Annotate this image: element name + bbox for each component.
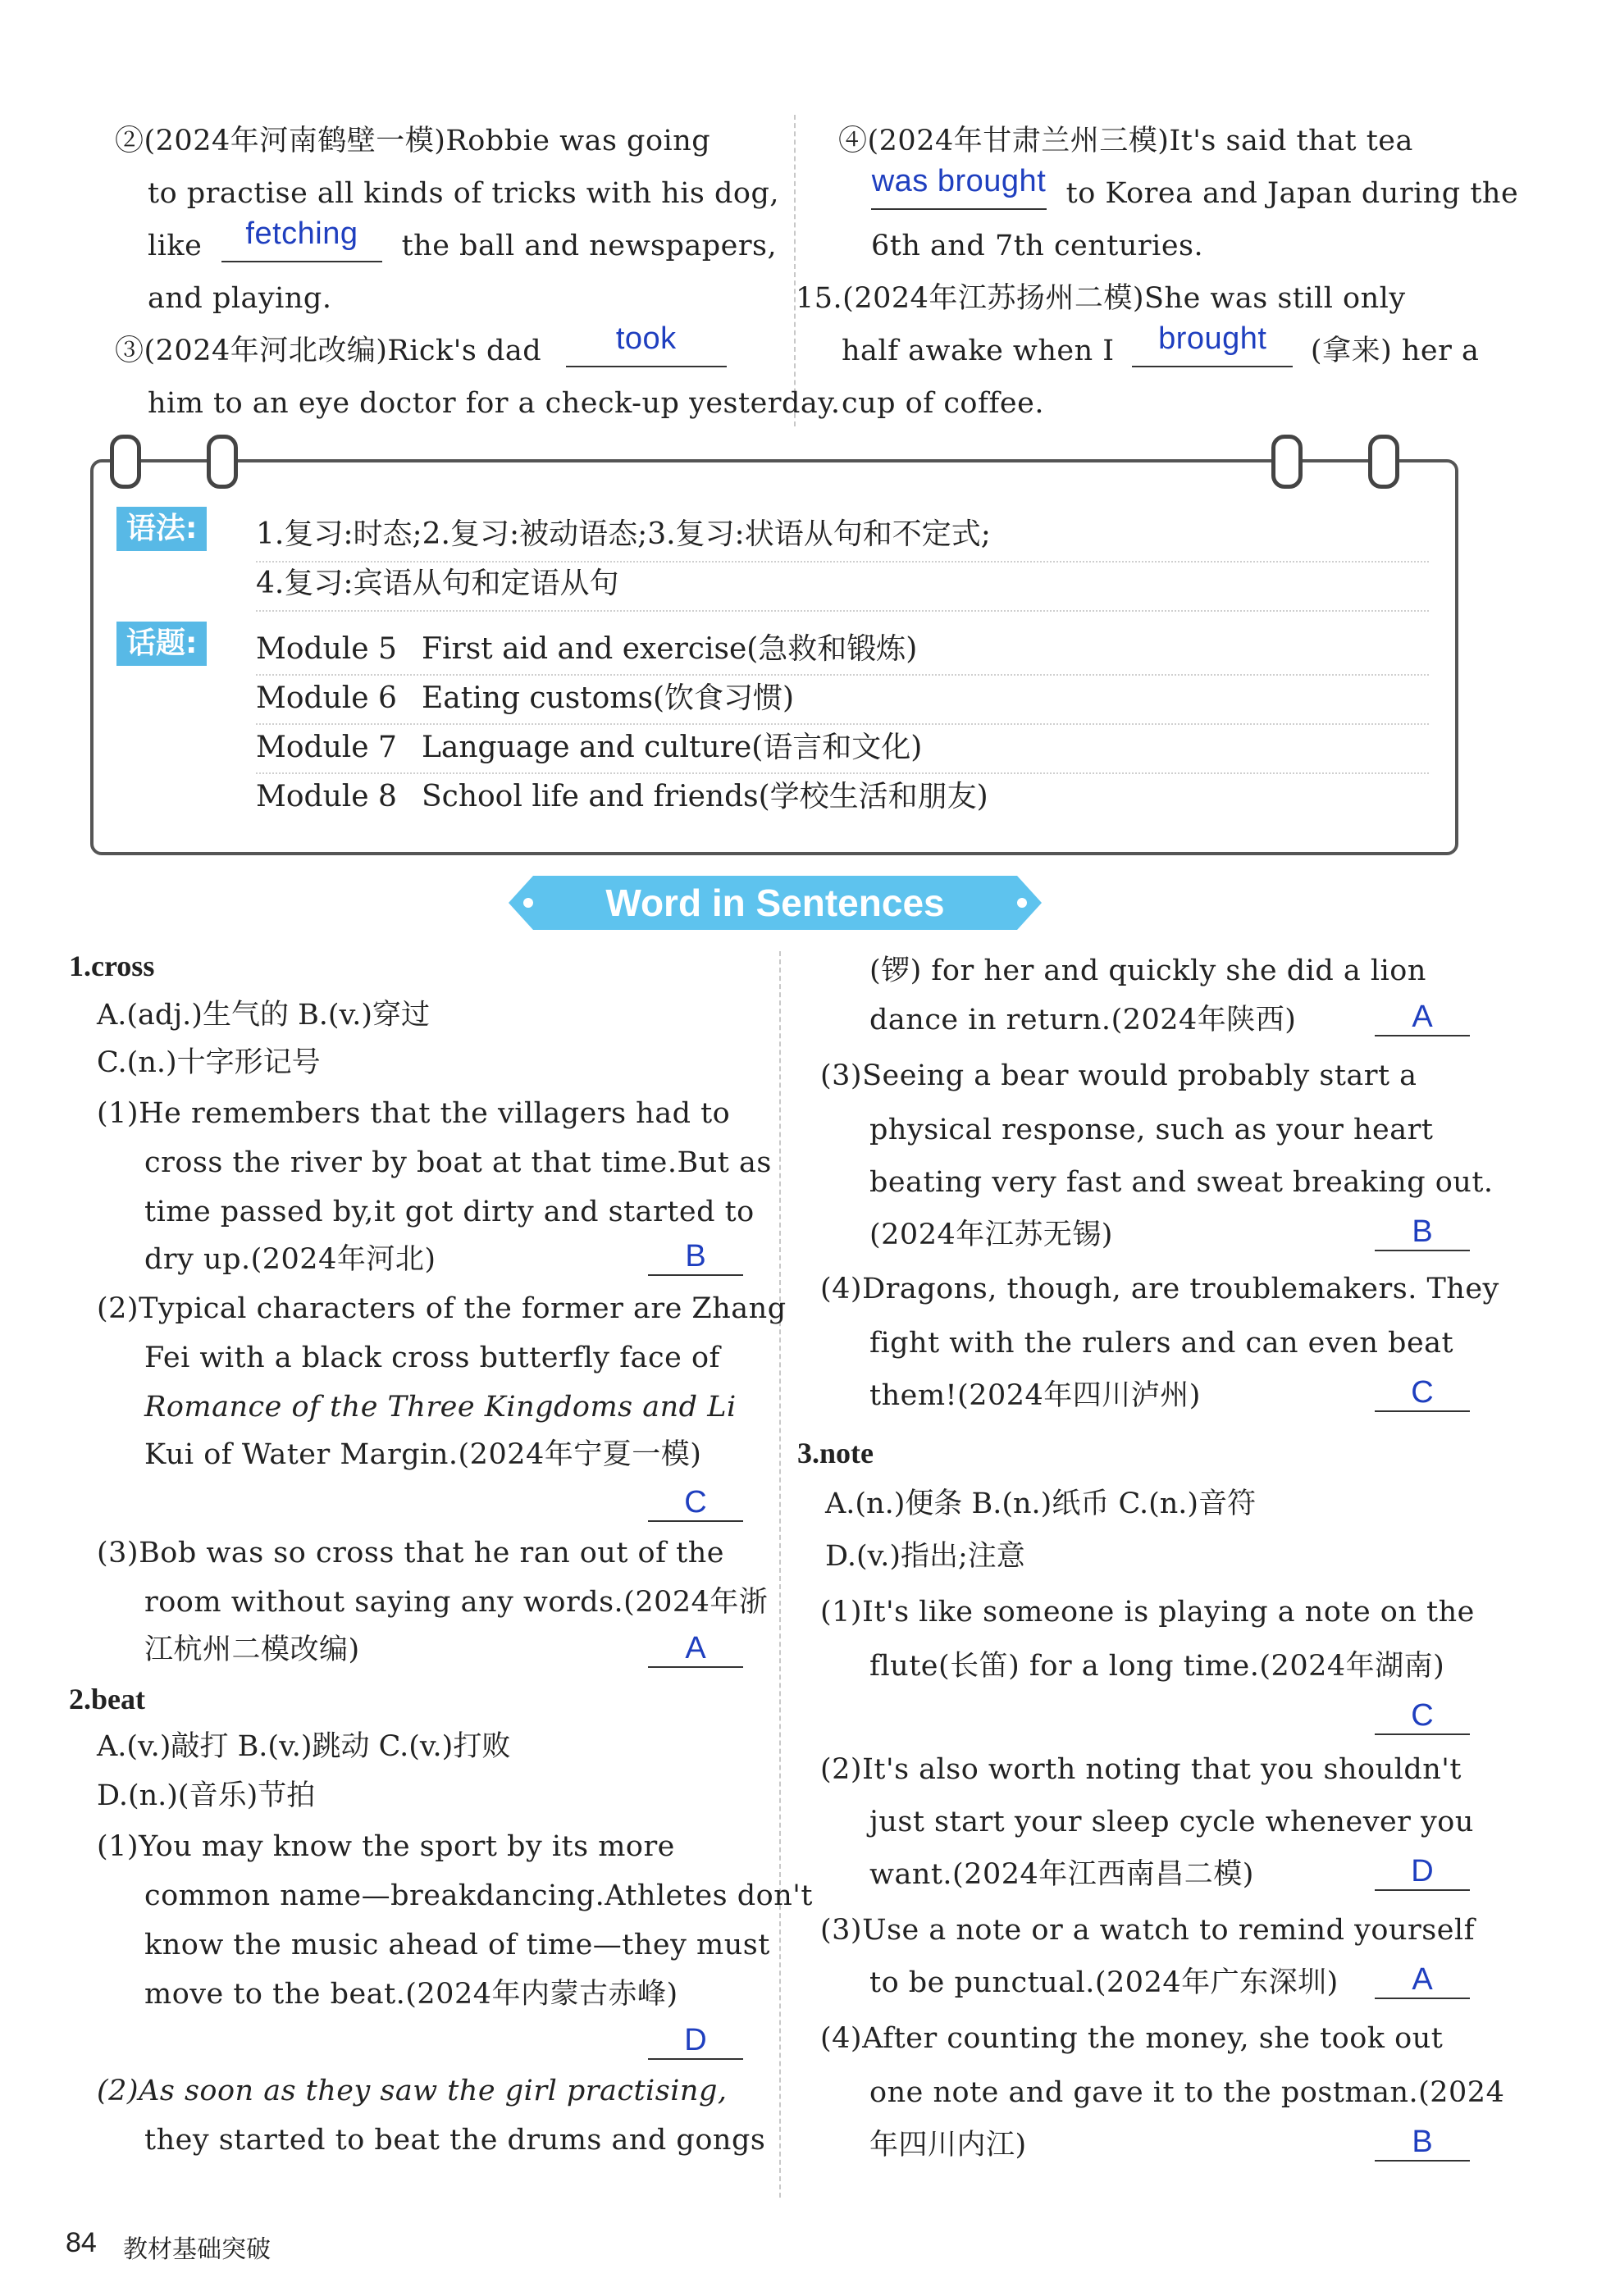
binder-ring-2 [207,435,238,489]
module-7-topic: Language and culture(语言和文化) [422,731,923,764]
box-rule-5 [256,772,1429,774]
note-s2-line-3: want.(2024年江西南昌二模) [869,1858,1254,1891]
cross-s2-line-3: Romance of the Three Kingdoms and Li [144,1391,737,1424]
note-s1-answer: C [1375,1697,1470,1735]
module-8-topic: School life and friends(学校生活和朋友) [422,780,988,813]
beat-options-1: A.(v.)敲打 B.(v.)跳动 C.(v.)打败 [97,1730,511,1763]
beat-s3-line-3: beating very fast and sweat breaking out. [869,1166,1494,1199]
note-options-1: A.(n.)便条 B.(n.)纸币 C.(n.)音符 [825,1487,1257,1520]
beat-s1-line-3: know the music ahead of time—they must [144,1929,770,1961]
lower-column-divider [779,951,781,2198]
beat-s3-answer: B [1375,1214,1470,1251]
cross-s1-answer: B [648,1238,743,1276]
q2-answer: fetching [221,230,382,262]
q15-line-2 [842,321,1480,369]
note-s3-line-2: to be punctual.(2024年广东深圳) [869,1966,1339,1999]
beat-options-2: D.(n.)(音乐)节拍 [97,1779,316,1812]
beat-s3-line-2: physical response, such as your heart [869,1114,1434,1146]
beat-s4-answer: C [1375,1374,1470,1412]
beat-s2-line-3: (锣) for her and quickly she did a lion [869,954,1426,987]
note-s2-answer: D [1375,1853,1470,1891]
word-note-heading: 3.note [797,1437,874,1469]
beat-s3-line-4: (2024年江苏无锡) [869,1219,1113,1251]
note-s4-line-1: (4)After counting the money, she took out [820,2022,1444,2055]
note-options-2: D.(v.)指出;注意 [825,1540,1025,1573]
note-s2-line-1: (2)It's also worth noting that you shouldn't [820,1753,1462,1786]
word-cross-heading: 1.cross [69,950,155,982]
q3-line-2: him to an eye doctor for a check-up yesterday. [148,387,841,420]
q4-line-2 [871,164,1519,212]
cross-options-1: A.(adj.)生气的 B.(v.)穿过 [97,999,430,1032]
q15-line-2a: half awake when I [842,335,1115,367]
beat-s1-line-1: (1)You may know the sport by its more [97,1830,675,1863]
note-s4-line-3: 年四川内江) [869,2129,1027,2162]
q2-line-3b: the ball and newspapers, [401,230,778,262]
cross-options-2: C.(n.)十字形记号 [97,1046,321,1079]
q4-line-2b: to Korea and Japan during the [1065,177,1519,210]
module-5-topic: First aid and exercise(急救和锻炼) [422,632,918,666]
binder-ring-4 [1368,435,1399,489]
box-rule-1 [256,561,1429,563]
q3-line-1a: ③(2024年河北改编)Rick's dad [115,335,542,367]
beat-s1-line-4: move to the beat.(2024年内蒙古赤峰) [144,1978,678,2011]
cross-s1-line-4: dry up.(2024年河北) [144,1243,436,1276]
grammar-line-2: 4.复习:宾语从句和定语从句 [256,567,619,600]
q15-line-3: cup of coffee. [842,387,1044,420]
section-banner-title: Word in Sentences [605,882,945,924]
cross-s3-answer: A [648,1630,743,1668]
beat-s2-line-4: dance in return.(2024年陕西) [869,1004,1297,1036]
topic-tag: 话题: [116,622,207,666]
box-rule-3 [256,674,1429,676]
note-s2-line-2: just start your sleep cycle whenever you [869,1806,1474,1838]
q4-line-3: 6th and 7th centuries. [871,230,1204,262]
module-5-label: Module 5 [256,632,397,666]
cross-s3-line-3: 江杭州二模改编) [144,1633,360,1666]
cross-s2-answer: C [648,1484,743,1522]
beat-s4-line-1: (4)Dragons, though, are troublemakers. They [820,1273,1499,1305]
beat-s4-line-3: them!(2024年四川泸州) [869,1379,1201,1412]
module-6-topic: Eating customs(饮食习惯) [422,681,795,715]
beat-s2-line-2: they started to beat the drums and gongs [144,2124,766,2157]
q15-line-1: 15.(2024年江苏扬州二模)She was still only [796,282,1406,315]
top-column-divider [794,115,796,426]
q2-line-2: to practise all kinds of tricks with his dog, [148,177,779,210]
cross-s3-line-1: (3)Bob was so cross that he ran out of the [97,1537,725,1569]
q4-line-1: ④(2024年甘肃兰州三模)It's said that tea [838,125,1413,157]
beat-s3-line-1: (3)Seeing a bear would probably start a [820,1059,1417,1092]
note-s3-line-1: (3)Use a note or a watch to remind yourself [820,1914,1476,1947]
beat-s4-line-2: fight with the rulers and can even beat [869,1327,1454,1360]
cross-s3-line-2: room without saying any words.(2024年浙 [144,1586,769,1619]
word-beat-heading: 2.beat [69,1683,145,1715]
q3-answer: took [566,335,727,367]
cross-s1-line-2: cross the river by boat at that time.But as [144,1146,772,1179]
cross-s2-line-2: Fei with a black cross butterfly face of [144,1342,720,1374]
q2-line-3 [148,216,778,264]
q15-answer: brought [1132,335,1293,367]
q15-line-2b: (拿来) her a [1310,335,1480,367]
beat-s2-answer: A [1375,999,1470,1036]
q2-line-3a: like [148,230,203,262]
box-rule-2 [256,610,1429,612]
q3-line-1 [115,321,727,369]
cross-s1-line-3: time passed by,it got dirty and started to [144,1196,755,1228]
module-8-label: Module 8 [256,780,397,813]
box-rule-4 [256,723,1429,725]
binder-ring-1 [110,435,141,489]
module-6-label: Module 6 [256,681,397,715]
q2-line-4: and playing. [148,282,332,315]
cross-s2-line-1: (2)Typical characters of the former are Zhang [97,1292,787,1325]
cross-s1-line-1: (1)He remembers that the villagers had to [97,1097,731,1130]
note-s4-line-2: one note and gave it to the postman.(2024 [869,2076,1505,2109]
module-7-label: Module 7 [256,731,397,764]
note-s1-line-2: flute(长笛) for a long time.(2024年湖南) [869,1650,1445,1683]
note-s4-answer: B [1375,2124,1470,2162]
book-title: 教材基础突破 [123,2235,271,2264]
grammar-line-1: 1.复习:时态;2.复习:被动语态;3.复习:状语从句和不定式; [256,517,991,551]
beat-s2-line-1: (2)As soon as they saw the girl practising, [97,2075,728,2107]
page-number: 84 [66,2227,97,2258]
q4-answer: was brought [871,177,1047,210]
note-s3-answer: A [1375,1961,1470,1999]
beat-s1-answer: D [648,2022,743,2060]
grammar-tag: 语法: [116,507,207,551]
q2-line-1: ②(2024年河南鹤壁一模)Robbie was going [115,125,711,157]
note-s1-line-1: (1)It's like someone is playing a note on the [820,1596,1475,1629]
binder-ring-3 [1271,435,1303,489]
beat-s1-line-2: common name—breakdancing.Athletes don't [144,1879,813,1912]
cross-s2-line-4: Kui of Water Margin.(2024年宁夏一模) [144,1438,702,1471]
